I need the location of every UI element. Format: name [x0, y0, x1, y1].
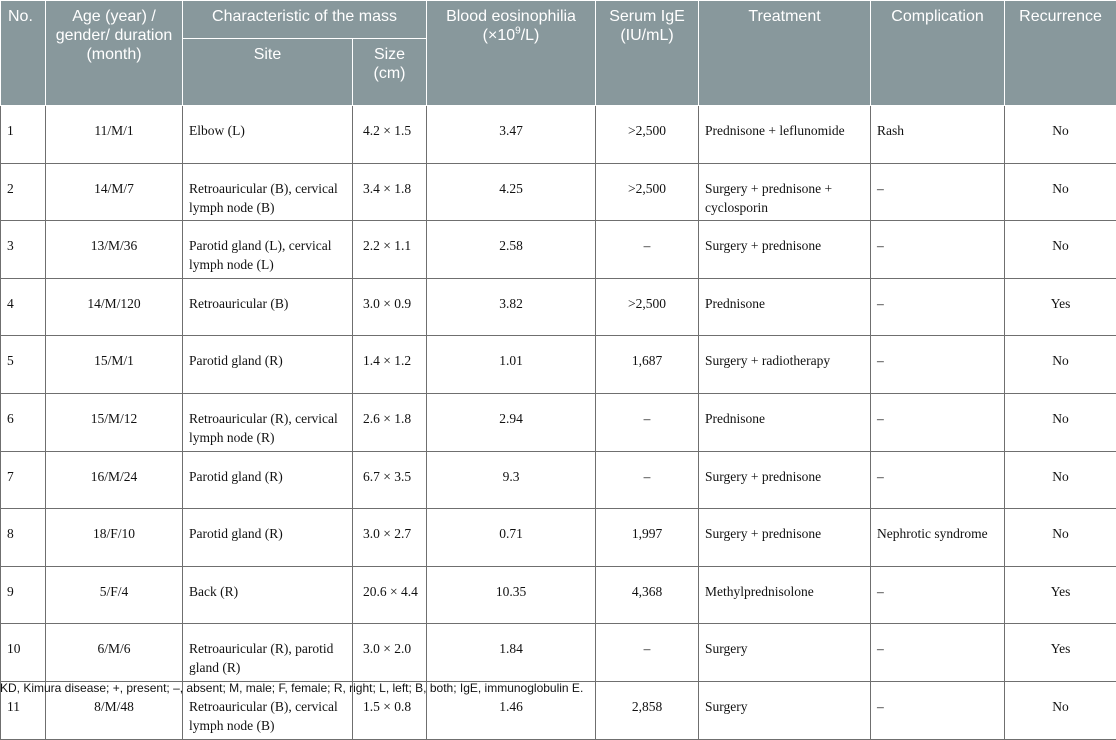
- table-body: [1, 106, 1116, 740]
- cell-serum-ige: >2,500: [596, 278, 699, 336]
- table-row: [1, 393, 1116, 451]
- cell-site: Back (R): [183, 566, 353, 624]
- table-row: [1, 221, 1116, 279]
- cell-complication: –: [871, 566, 1005, 624]
- cell-site: Elbow (L): [183, 106, 353, 164]
- cell-size: 3.0 × 2.0: [353, 624, 427, 682]
- header-blood-unit-sup: 9: [515, 26, 521, 37]
- cell-no: 4: [1, 278, 46, 336]
- cell-site: Parotid gland (R): [183, 451, 353, 509]
- cell-age: 18/F/10: [46, 509, 183, 567]
- cell-size: 4.2 × 1.5: [353, 106, 427, 164]
- cell-serum-ige: >2,500: [596, 106, 699, 164]
- header-treatment: Treatment: [699, 1, 871, 106]
- cell-age: 8/M/48: [46, 681, 183, 739]
- cell-complication: –: [871, 393, 1005, 451]
- cell-serum-ige: 2,858: [596, 681, 699, 739]
- cell-recurrence: Yes: [1005, 566, 1116, 624]
- cell-treatment: Surgery + radiotherapy: [699, 336, 871, 394]
- cell-site: Retroauricular (B), cervical lymph node (B): [183, 681, 353, 739]
- cell-complication: –: [871, 624, 1005, 682]
- cell-blood-eosinophilia: 9.3: [427, 451, 596, 509]
- table-row: [1, 509, 1116, 567]
- cell-size: 1.5 × 0.8: [353, 681, 427, 739]
- cell-complication: –: [871, 451, 1005, 509]
- table-footnote: KD, Kimura disease; +, present; –, absent; M, male; F, female; R, right; L, left; B, both; IgE, immunoglobulin E.: [0, 681, 583, 695]
- header-site: Site: [183, 39, 353, 106]
- cell-recurrence: No: [1005, 393, 1116, 451]
- cell-site: Retroauricular (R), cervical lymph node (R): [183, 393, 353, 451]
- header-mass: Characteristic of the mass: [183, 1, 427, 39]
- cell-treatment: Surgery: [699, 624, 871, 682]
- cell-treatment: Prednisone: [699, 278, 871, 336]
- cell-recurrence: Yes: [1005, 624, 1116, 682]
- header-recurrence: Recurrence: [1005, 1, 1116, 106]
- cell-blood-eosinophilia: 1.84: [427, 624, 596, 682]
- cell-complication: –: [871, 336, 1005, 394]
- table-row: [1, 163, 1116, 221]
- cell-site: Retroauricular (R), parotid gland (R): [183, 624, 353, 682]
- header-blood-unit-pre: (×10: [483, 27, 515, 44]
- cell-age: 5/F/4: [46, 566, 183, 624]
- table-row: [1, 106, 1116, 164]
- cell-no: 10: [1, 624, 46, 682]
- cell-serum-ige: >2,500: [596, 163, 699, 221]
- cell-blood-eosinophilia: 10.35: [427, 566, 596, 624]
- cell-site: Parotid gland (R): [183, 336, 353, 394]
- cell-site: Retroauricular (B), cervical lymph node (B): [183, 163, 353, 221]
- cell-treatment: Surgery + prednisone + cyclosporin: [699, 163, 871, 221]
- cell-complication: –: [871, 278, 1005, 336]
- cell-blood-eosinophilia: 2.58: [427, 221, 596, 279]
- cell-site: Retroauricular (B): [183, 278, 353, 336]
- cell-size: 20.6 × 4.4: [353, 566, 427, 624]
- header-no: No.: [1, 1, 46, 106]
- cell-age: 11/M/1: [46, 106, 183, 164]
- cell-no: 5: [1, 336, 46, 394]
- cell-complication: Nephrotic syndrome: [871, 509, 1005, 567]
- cell-recurrence: No: [1005, 681, 1116, 739]
- cell-no: 3: [1, 221, 46, 279]
- cell-serum-ige: 1,687: [596, 336, 699, 394]
- cell-blood-eosinophilia: 0.71: [427, 509, 596, 567]
- cell-recurrence: No: [1005, 221, 1116, 279]
- cell-treatment: Prednisone + leflunomide: [699, 106, 871, 164]
- header-age: Age (year) / gender/ duration (month): [46, 1, 183, 106]
- table-row: [1, 566, 1116, 624]
- header-size: Size (cm): [353, 39, 427, 106]
- cell-treatment: Methylprednisolone: [699, 566, 871, 624]
- cell-blood-eosinophilia: 1.46: [427, 681, 596, 739]
- header-blood-unit-post: /L): [521, 27, 540, 44]
- cell-recurrence: No: [1005, 163, 1116, 221]
- header-blood-eosinophilia: [427, 1, 596, 106]
- header-complication: Complication: [871, 1, 1005, 106]
- cell-size: 2.6 × 1.8: [353, 393, 427, 451]
- cell-complication: –: [871, 681, 1005, 739]
- cell-recurrence: No: [1005, 106, 1116, 164]
- cell-size: 1.4 × 1.2: [353, 336, 427, 394]
- cell-serum-ige: 1,997: [596, 509, 699, 567]
- cell-size: 2.2 × 1.1: [353, 221, 427, 279]
- cell-blood-eosinophilia: 3.47: [427, 106, 596, 164]
- cell-complication: Rash: [871, 106, 1005, 164]
- cell-blood-eosinophilia: 2.94: [427, 393, 596, 451]
- table-row: [1, 624, 1116, 682]
- header-serum-ige: Serum IgE (IU/mL): [596, 1, 699, 106]
- cell-site: Parotid gland (R): [183, 509, 353, 567]
- cell-no: 6: [1, 393, 46, 451]
- cell-age: 13/M/36: [46, 221, 183, 279]
- cell-age: 15/M/1: [46, 336, 183, 394]
- table-row: [1, 336, 1116, 394]
- cell-treatment: Surgery + prednisone: [699, 451, 871, 509]
- cell-no: 9: [1, 566, 46, 624]
- cell-blood-eosinophilia: 4.25: [427, 163, 596, 221]
- cell-no: 7: [1, 451, 46, 509]
- cell-serum-ige: 4,368: [596, 566, 699, 624]
- cell-size: 3.0 × 0.9: [353, 278, 427, 336]
- cell-blood-eosinophilia: 1.01: [427, 336, 596, 394]
- cell-treatment: Surgery + prednisone: [699, 221, 871, 279]
- table-header: [1, 1, 1116, 106]
- cell-treatment: Surgery: [699, 681, 871, 739]
- cell-complication: –: [871, 221, 1005, 279]
- cell-serum-ige: –: [596, 451, 699, 509]
- cell-treatment: Surgery + prednisone: [699, 509, 871, 567]
- cell-recurrence: No: [1005, 336, 1116, 394]
- cell-recurrence: No: [1005, 451, 1116, 509]
- cell-size: 6.7 × 3.5: [353, 451, 427, 509]
- cell-serum-ige: –: [596, 393, 699, 451]
- cell-recurrence: No: [1005, 509, 1116, 567]
- cell-blood-eosinophilia: 3.82: [427, 278, 596, 336]
- cell-recurrence: Yes: [1005, 278, 1116, 336]
- cell-age: 15/M/12: [46, 393, 183, 451]
- cell-no: 11: [1, 681, 46, 739]
- cell-no: 1: [1, 106, 46, 164]
- cell-age: 6/M/6: [46, 624, 183, 682]
- cell-age: 16/M/24: [46, 451, 183, 509]
- cell-age: 14/M/120: [46, 278, 183, 336]
- cell-size: 3.4 × 1.8: [353, 163, 427, 221]
- cell-size: 3.0 × 2.7: [353, 509, 427, 567]
- cell-no: 8: [1, 509, 46, 567]
- cell-age: 14/M/7: [46, 163, 183, 221]
- cell-treatment: Prednisone: [699, 393, 871, 451]
- table-row: [1, 451, 1116, 509]
- cell-site: Parotid gland (L), cervical lymph node (L): [183, 221, 353, 279]
- header-blood-label: Blood eosinophilia: [446, 8, 576, 25]
- cell-no: 2: [1, 163, 46, 221]
- cell-serum-ige: –: [596, 624, 699, 682]
- cell-serum-ige: –: [596, 221, 699, 279]
- cell-complication: –: [871, 163, 1005, 221]
- table-row: [1, 278, 1116, 336]
